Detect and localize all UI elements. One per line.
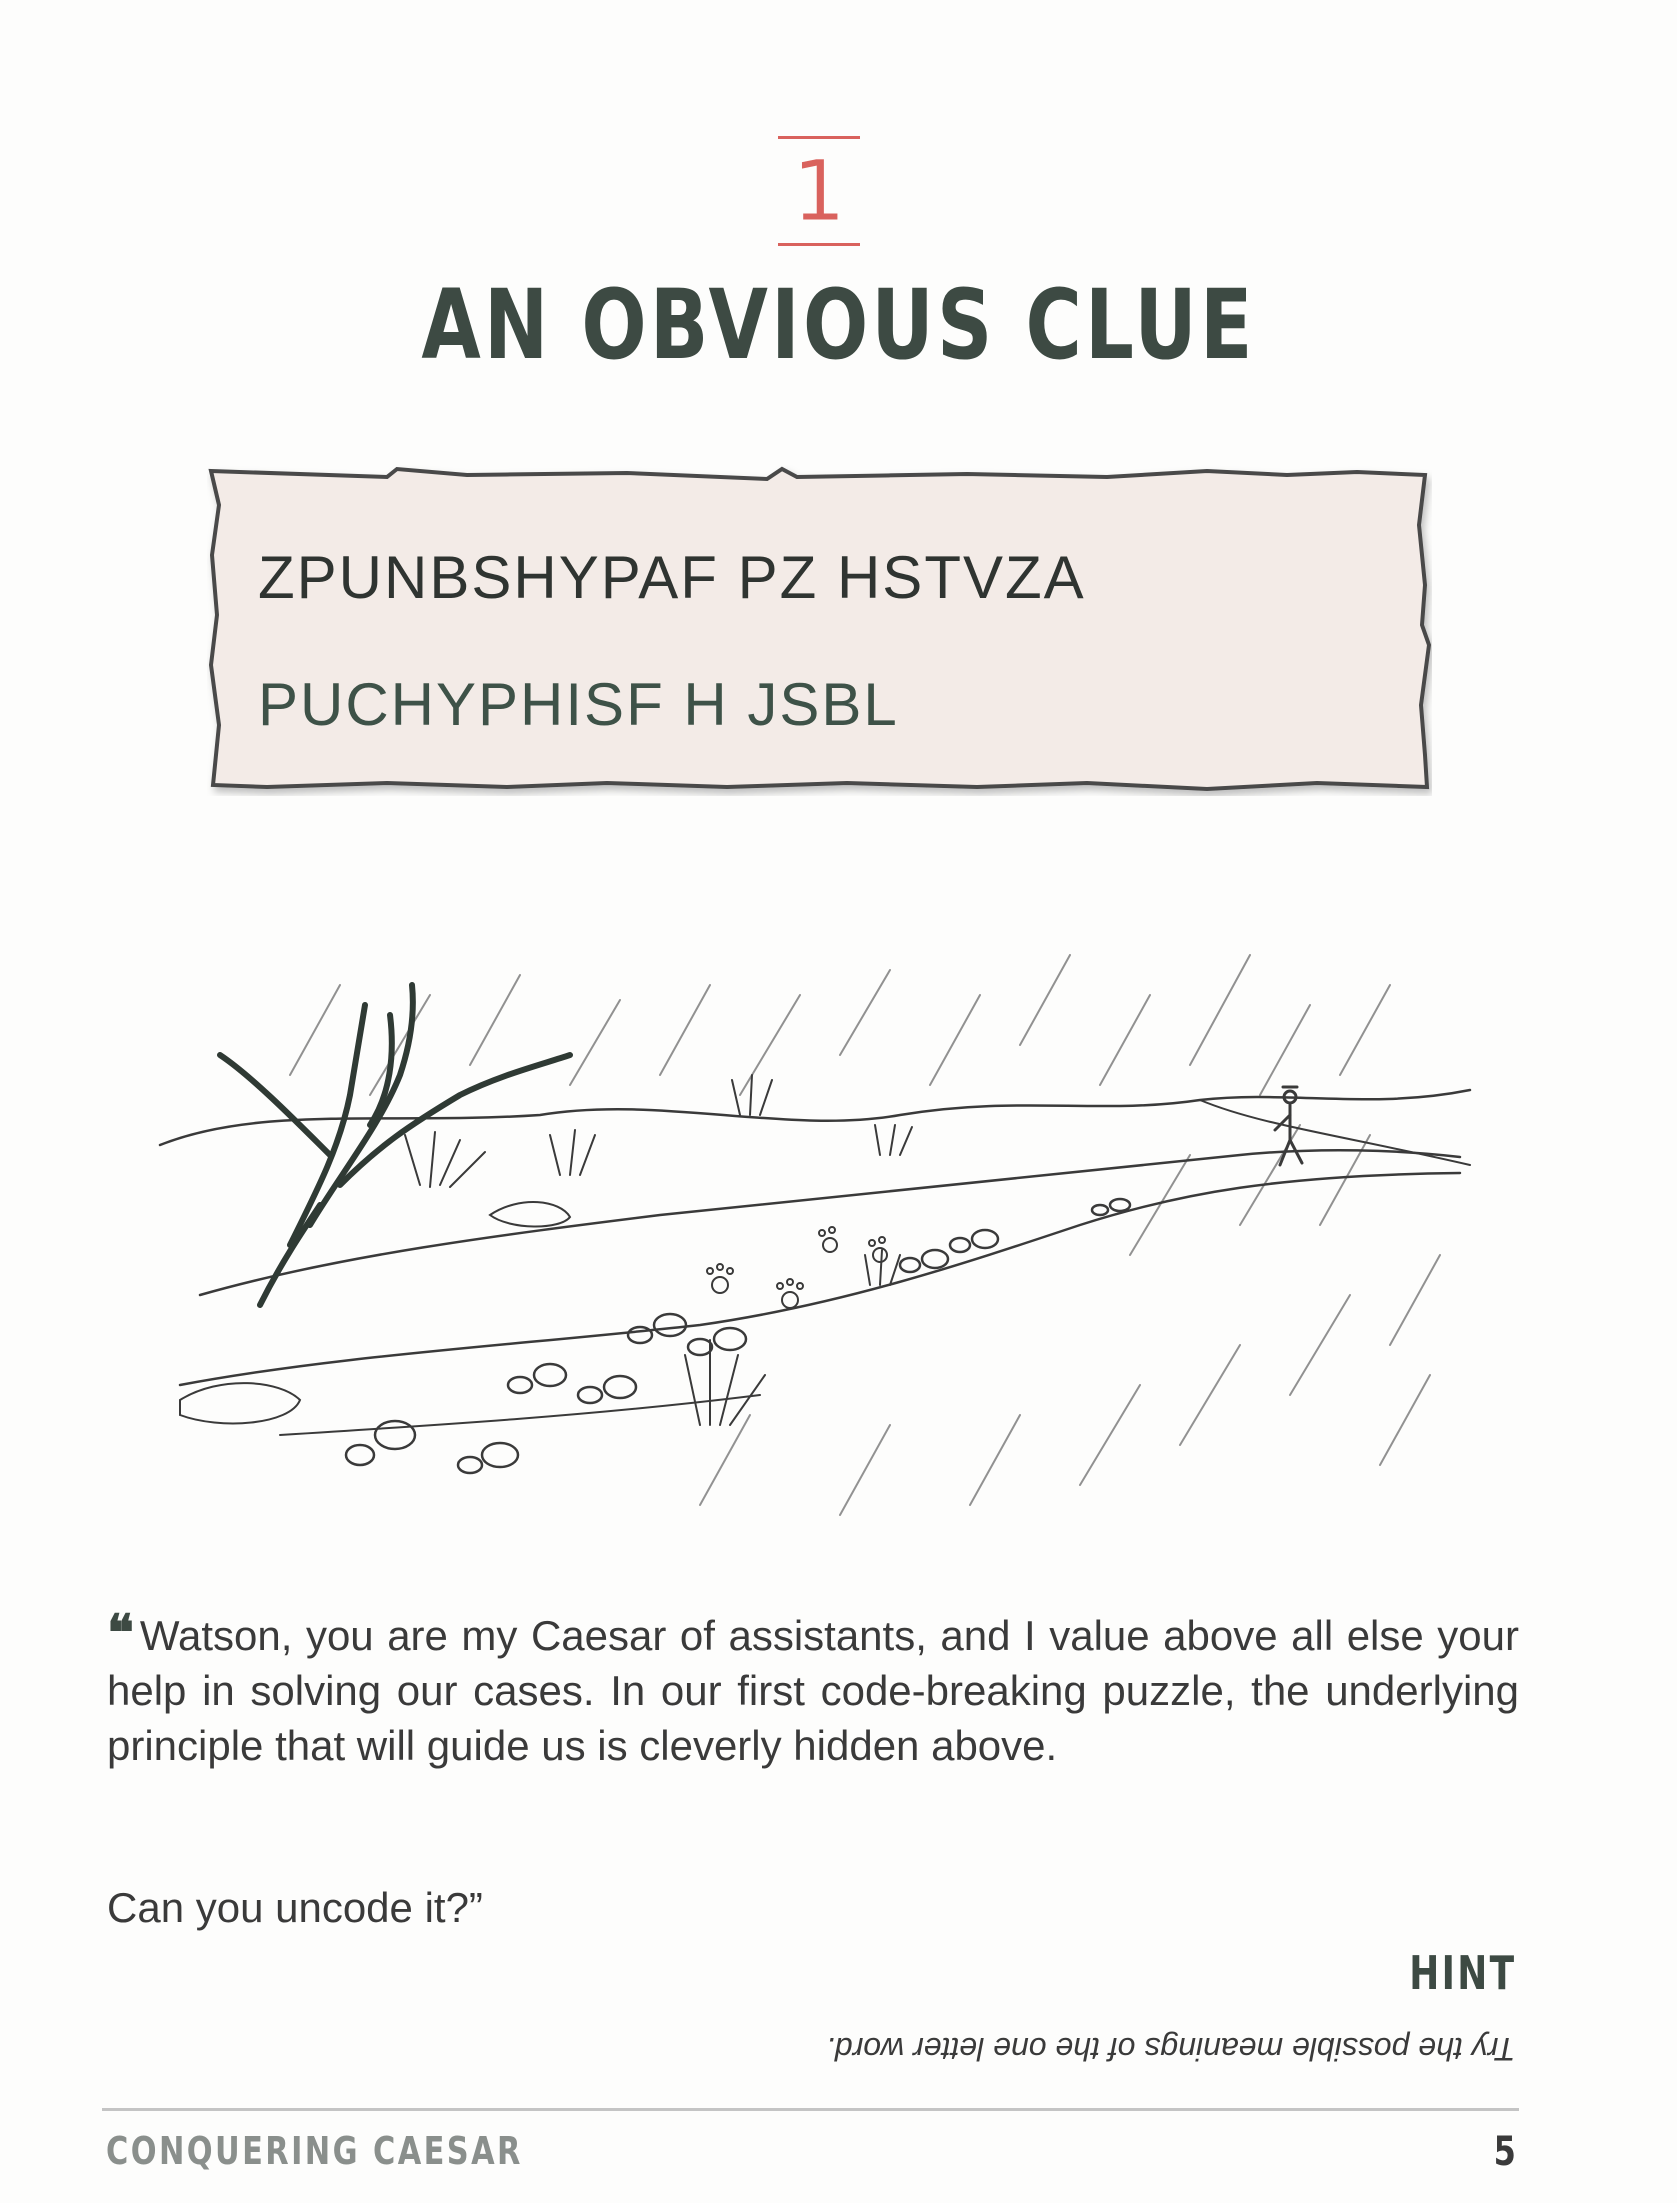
chapter-rule-bottom (778, 243, 860, 246)
footer-book-title: CONQUERING CAESAR (106, 2129, 523, 2173)
hint-title: HINT (1408, 1946, 1516, 2000)
footer-page-number: 5 (1493, 2129, 1516, 2175)
chapter-number-block (778, 136, 860, 246)
footer-divider (102, 2108, 1519, 2111)
quote-body: Watson, you are my Caesar of assistants, and I value above all else your help in solving our cases. In our first code-breaking puzzle, the underlying principle that will guide us is cleverly hidden above. (107, 1612, 1519, 1769)
quote-question: Can you uncode it?” (107, 1884, 483, 1931)
hint-text-upside-down: Try the possible meanings of the one letter word. (826, 2031, 1516, 2067)
cipher-line-1: ZPUNBSHYPAF PZ HSTVZA (258, 544, 1086, 611)
quote-paragraph (107, 1605, 1519, 1773)
quote-mark-icon: ❝ (107, 1603, 134, 1662)
rain-footprints-illustration (140, 925, 1480, 1525)
cipher-line-2: PUCHYPHISF H JSBL (258, 671, 899, 738)
torn-paper-frame (207, 465, 1432, 796)
cipher-box (207, 465, 1432, 796)
chapter-number: 1 (792, 142, 846, 240)
chapter-title: AN OBVIOUS CLUE (421, 269, 1256, 381)
